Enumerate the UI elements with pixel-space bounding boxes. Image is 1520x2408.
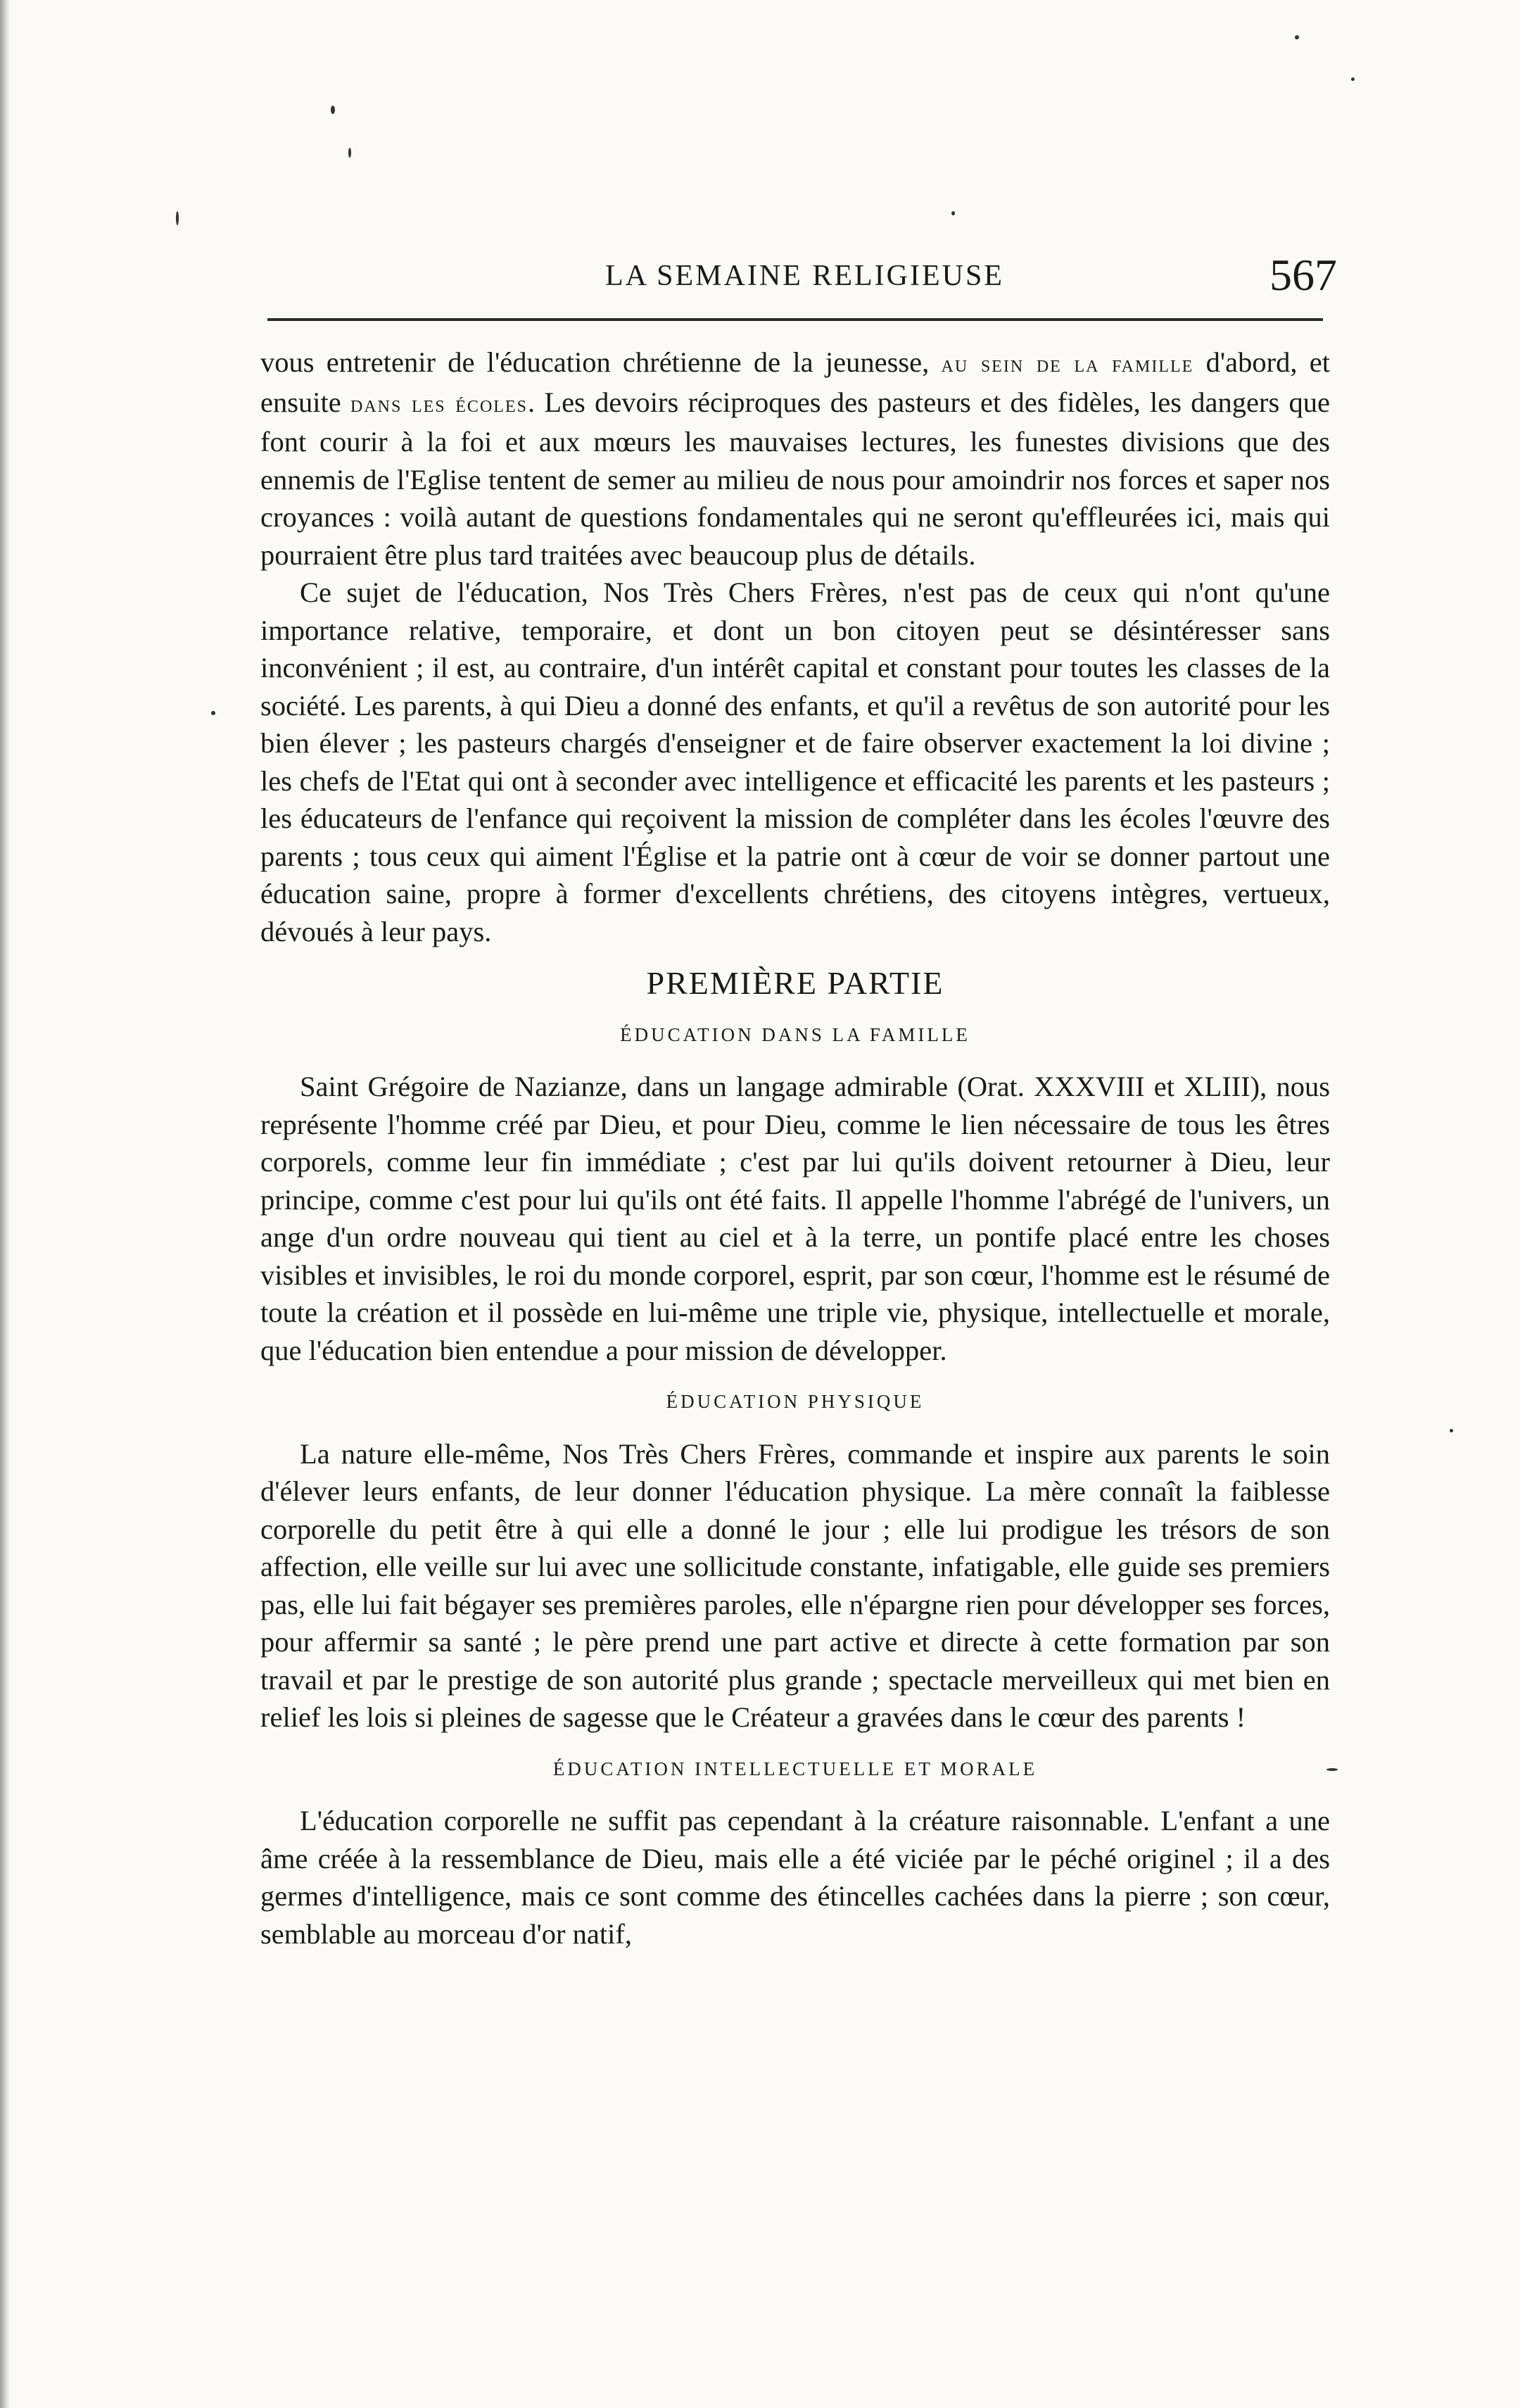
ink-speck <box>1450 1429 1453 1432</box>
body-text <box>260 343 1330 1953</box>
small-caps-run: dans les écoles <box>350 391 528 417</box>
running-title: LA SEMAINE RELIGIEUSE <box>605 260 1004 292</box>
section-heading: ÉDUCATION DANS LA FAMILLE <box>620 1023 970 1045</box>
header-rule <box>267 318 1323 321</box>
paragraph: Ce sujet de l'éducation, Nos Très Chers Frères, n'est pas de ceux qui n'ont qu'une importance relative, temporaire, et dont un bon citoyen peut se désintéresser sans inconvénient ; il est, au contraire, d'un intérêt capital et constant pour toutes les classes de la société. Les parents, à qui Dieu a donné des enfants, et qu'il a revêtus de son autorité pour les bien élever ; les pasteurs chargés d'enseigner et de faire observer exactement la loi divine ; les chefs de l'Etat qui ont à seconder avec intelligence et efficacité les parents et les pasteurs ; les éducateurs de l'enfance qui reçoivent la mission de compléter dans les écoles l'œuvre des parents ; tous ceux qui aiment l'Église et la patrie ont à cœur de voir se donner partout une éducation saine, propre à former d'excellents chrétiens, des citoyens intègres, vertueux, dévoués à leur pays. <box>260 576 1330 947</box>
small-caps-run: au sein de la famille <box>941 351 1194 377</box>
text-run: vous entretenir de l'éducation chrétienne de la jeunesse, <box>260 346 942 378</box>
ink-speck <box>211 711 215 715</box>
paragraph <box>260 343 1330 574</box>
ink-speck <box>176 211 179 225</box>
ink-speck <box>951 211 955 215</box>
text-run: . Les devoirs réciproques des pasteurs et des fidèles, les dangers que font courir à la foi et aux mœurs les mauvaises lectures, les funestes divisions que des ennemis de l'Eglise tentent de semer au milieu de nous pour amoindrir nos forces et saper nos croyances : voilà autant de questions fondamentales qui ne seront qu'effleurées ici, mais qui pourraient être plus tard traitées avec beaucoup plus de détails. <box>260 386 1330 571</box>
page-edge-shadow <box>0 0 10 2408</box>
text-run: d'abord, et ensuite <box>260 346 1330 418</box>
ink-speck <box>1351 77 1355 81</box>
ink-speck <box>1295 35 1299 39</box>
section-heading: ÉDUCATION PHYSIQUE <box>666 1391 925 1412</box>
part-title: PREMIÈRE PARTIE <box>646 965 944 1001</box>
section-heading: ÉDUCATION INTELLECTUELLE ET MORALE <box>552 1758 1038 1779</box>
paragraph: L'éducation corporelle ne suffit pas cependant à la créature raisonnable. L'enfant a une âme créée à la ressemblance de Dieu, mais elle a été viciée par le péché originel ; il a des germes d'intelligence, mais ce sont comme des étincelles cachées dans la pierre ; son cœur, semblable au morceau d'or natif, <box>260 1805 1330 1950</box>
ink-speck <box>348 148 351 158</box>
paragraph: La nature elle-même, Nos Très Chers Frères, commande et inspire aux parents le soin d'élever leurs enfants, de leur donner l'éducation physique. La mère connaît la faiblesse corporelle du petit être à qui elle a donné le jour ; elle lui prodigue les trésors de son affection, elle veille sur lui avec une sollicitude constante, infatigable, elle guide ses premiers pas, elle lui fait bégayer ses premières paroles, elle n'épargne rien pour développer ses forces, pour affermir sa santé ; le père prend une part active et directe à cette formation par son travail et par le prestige de son autorité plus grande ; spectacle merveilleux qui met bien en relief les lois si pleines de sagesse que le Créateur a gravées dans le cœur des parents ! <box>260 1437 1330 1733</box>
page-number: 567 <box>1269 250 1337 300</box>
paragraph: Saint Grégoire de Nazianze, dans un langage admirable (Orat. XXXVIII et XLIII), nous représente l'homme créé par Dieu, et pour Dieu, comme le lien nécessaire de tous les êtres corporels, comme leur fin immédiate ; c'est par lui qu'ils doivent retourner à Dieu, leur principe, comme c'est pour lui qu'ils ont été faits. Il appelle l'homme l'abrégé de l'univers, un ange d'un ordre nouveau qui tient au ciel et à la terre, un pontife placé entre les choses visibles et invisibles, le roi du monde corporel, esprit, par son cœur, l'homme est le résumé de toute la création et il possède en lui-même une triple vie, physique, intellectuelle et morale, que l'éducation bien entendue a pour mission de développer. <box>260 1071 1330 1366</box>
ink-speck <box>331 106 335 114</box>
